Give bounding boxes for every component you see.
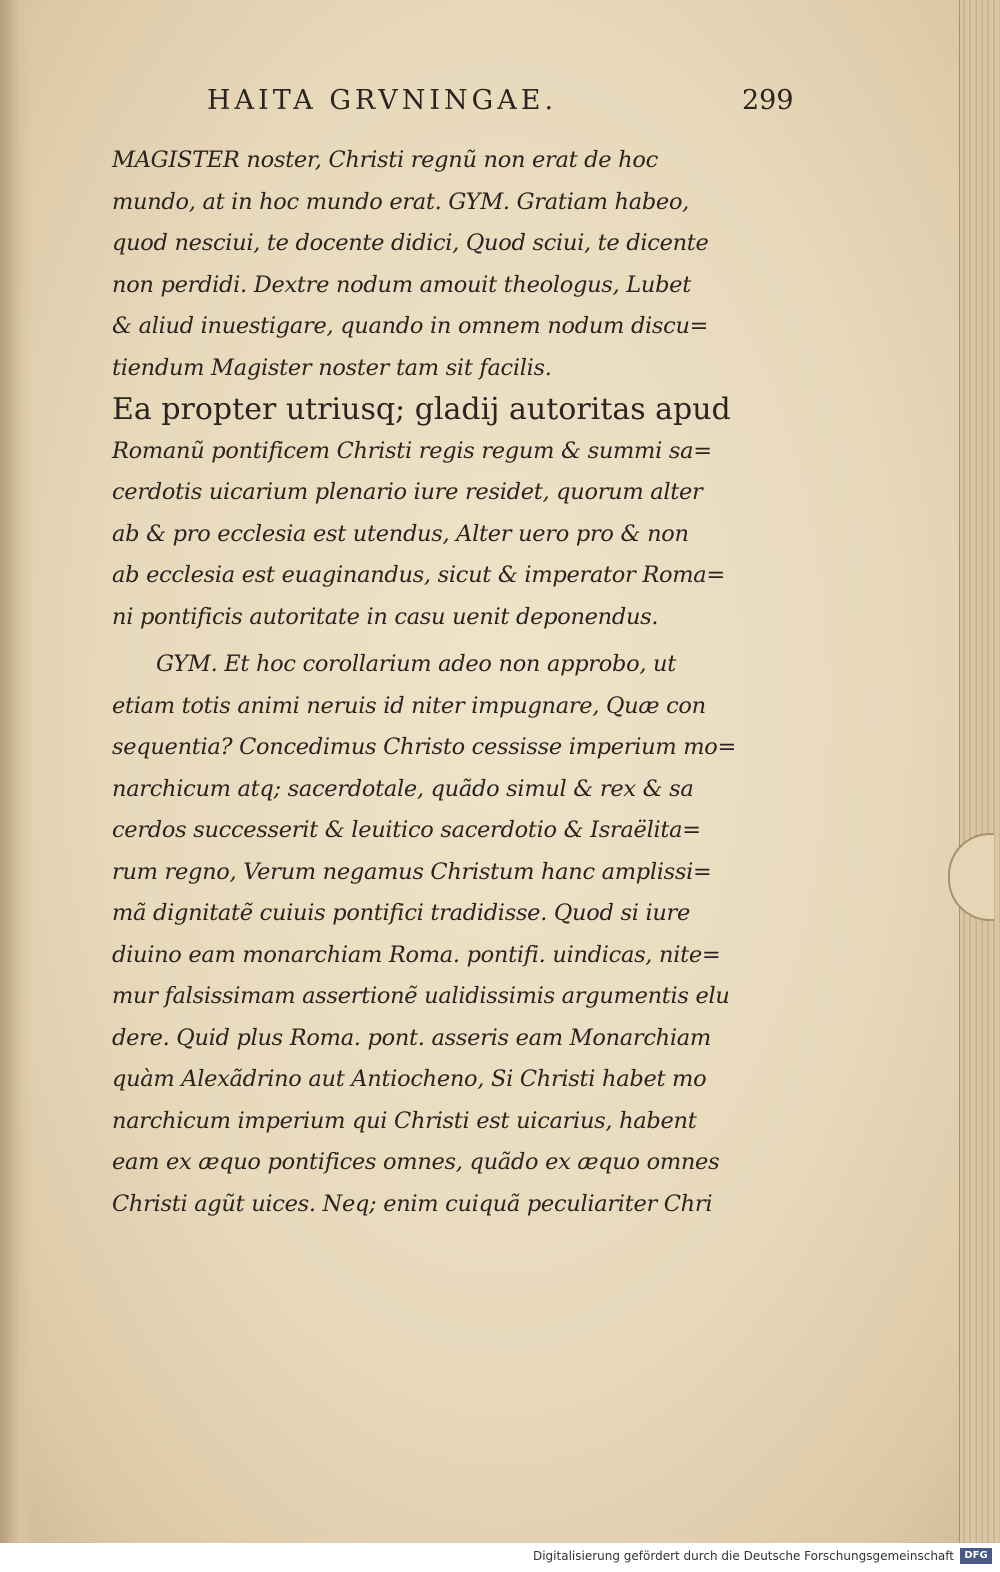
page-gutter-shadow — [0, 0, 34, 1572]
text-line: mundo, at in hoc mundo erat. GYM. Gratiam habeo, — [112, 188, 690, 215]
page-number: 299 — [742, 85, 794, 116]
text-line: diuino eam monarchiam Roma. pontifi. uindicas, nite= — [112, 941, 721, 968]
text-line: narchicum imperium qui Christi est uicarius, habent — [112, 1107, 697, 1134]
text-line-thesis: Ea propter utriusq; gladij autoritas apud — [112, 392, 731, 427]
text-line: Romanũ pontificem Christi regis regum & summi sa= — [112, 437, 712, 464]
page-stack-edges — [959, 0, 1000, 1572]
text-line: tiendum Magister noster tam sit facilis. — [112, 354, 552, 381]
page-tab-marker — [948, 833, 994, 921]
text-line: quàm Alexãdrino aut Antiocheno, Si Christi habet mo — [112, 1066, 707, 1092]
text-line: GYM. Et hoc corollarium adeo non approbo, ut — [156, 651, 676, 677]
text-line: dere. Quid plus Roma. pont. asseris eam Monarchiam — [112, 1024, 711, 1051]
text-line: & aliud inuestigare, quando in omnem nodum discu= — [112, 313, 709, 339]
text-line: rum regno, Verum negamus Christum hanc amplissi= — [112, 858, 712, 885]
text-line: ab ecclesia est euaginandus, sicut & imperator Roma= — [112, 562, 725, 588]
text-line: ni pontificis autoritate in casu uenit deponendus. — [112, 603, 659, 630]
text-line: ab & pro ecclesia est utendus, Alter uero pro & non — [112, 520, 689, 547]
running-head: HAITA GRVNINGAE. — [207, 85, 558, 116]
text-line: mur falsissimam assertionẽ ualidissimis argumentis elu — [112, 983, 730, 1009]
text-line: eam ex æquo pontifices omnes, quãdo ex æquo omnes — [112, 1149, 720, 1175]
text-line: quod nesciui, te docente didici, Quod sciui, te dicente — [112, 230, 709, 256]
text-line: MAGISTER noster, Christi regnũ non erat de hoc — [112, 147, 658, 173]
text-line: cerdos successerit & leuitico sacerdotio & Israëlita= — [112, 817, 701, 843]
text-line: etiam totis animi neruis id niter impugnare, Quæ con — [112, 692, 706, 719]
text-line: mã dignitatẽ cuiuis pontifici tradidisse. Quod si iure — [112, 900, 690, 926]
text-line: Christi agũt uices. Neq; enim cuiquã peculiariter Chri — [112, 1190, 713, 1217]
text-line: cerdotis uicarium plenario iure residet, quorum alter — [112, 479, 703, 505]
text-line: sequentia? Concedimus Christo cessisse imperium mo= — [112, 734, 737, 760]
funding-credit: Digitalisierung gefördert durch die Deutsche Forschungsgemeinschaft — [532, 1549, 954, 1563]
dfg-logo: DFG — [960, 1548, 992, 1564]
text-block — [112, 140, 812, 1225]
text-line: narchicum atq; sacerdotale, quãdo simul & rex & sa — [112, 775, 694, 802]
text-line: non perdidi. Dextre nodum amouit theologus, Lubet — [112, 271, 691, 298]
